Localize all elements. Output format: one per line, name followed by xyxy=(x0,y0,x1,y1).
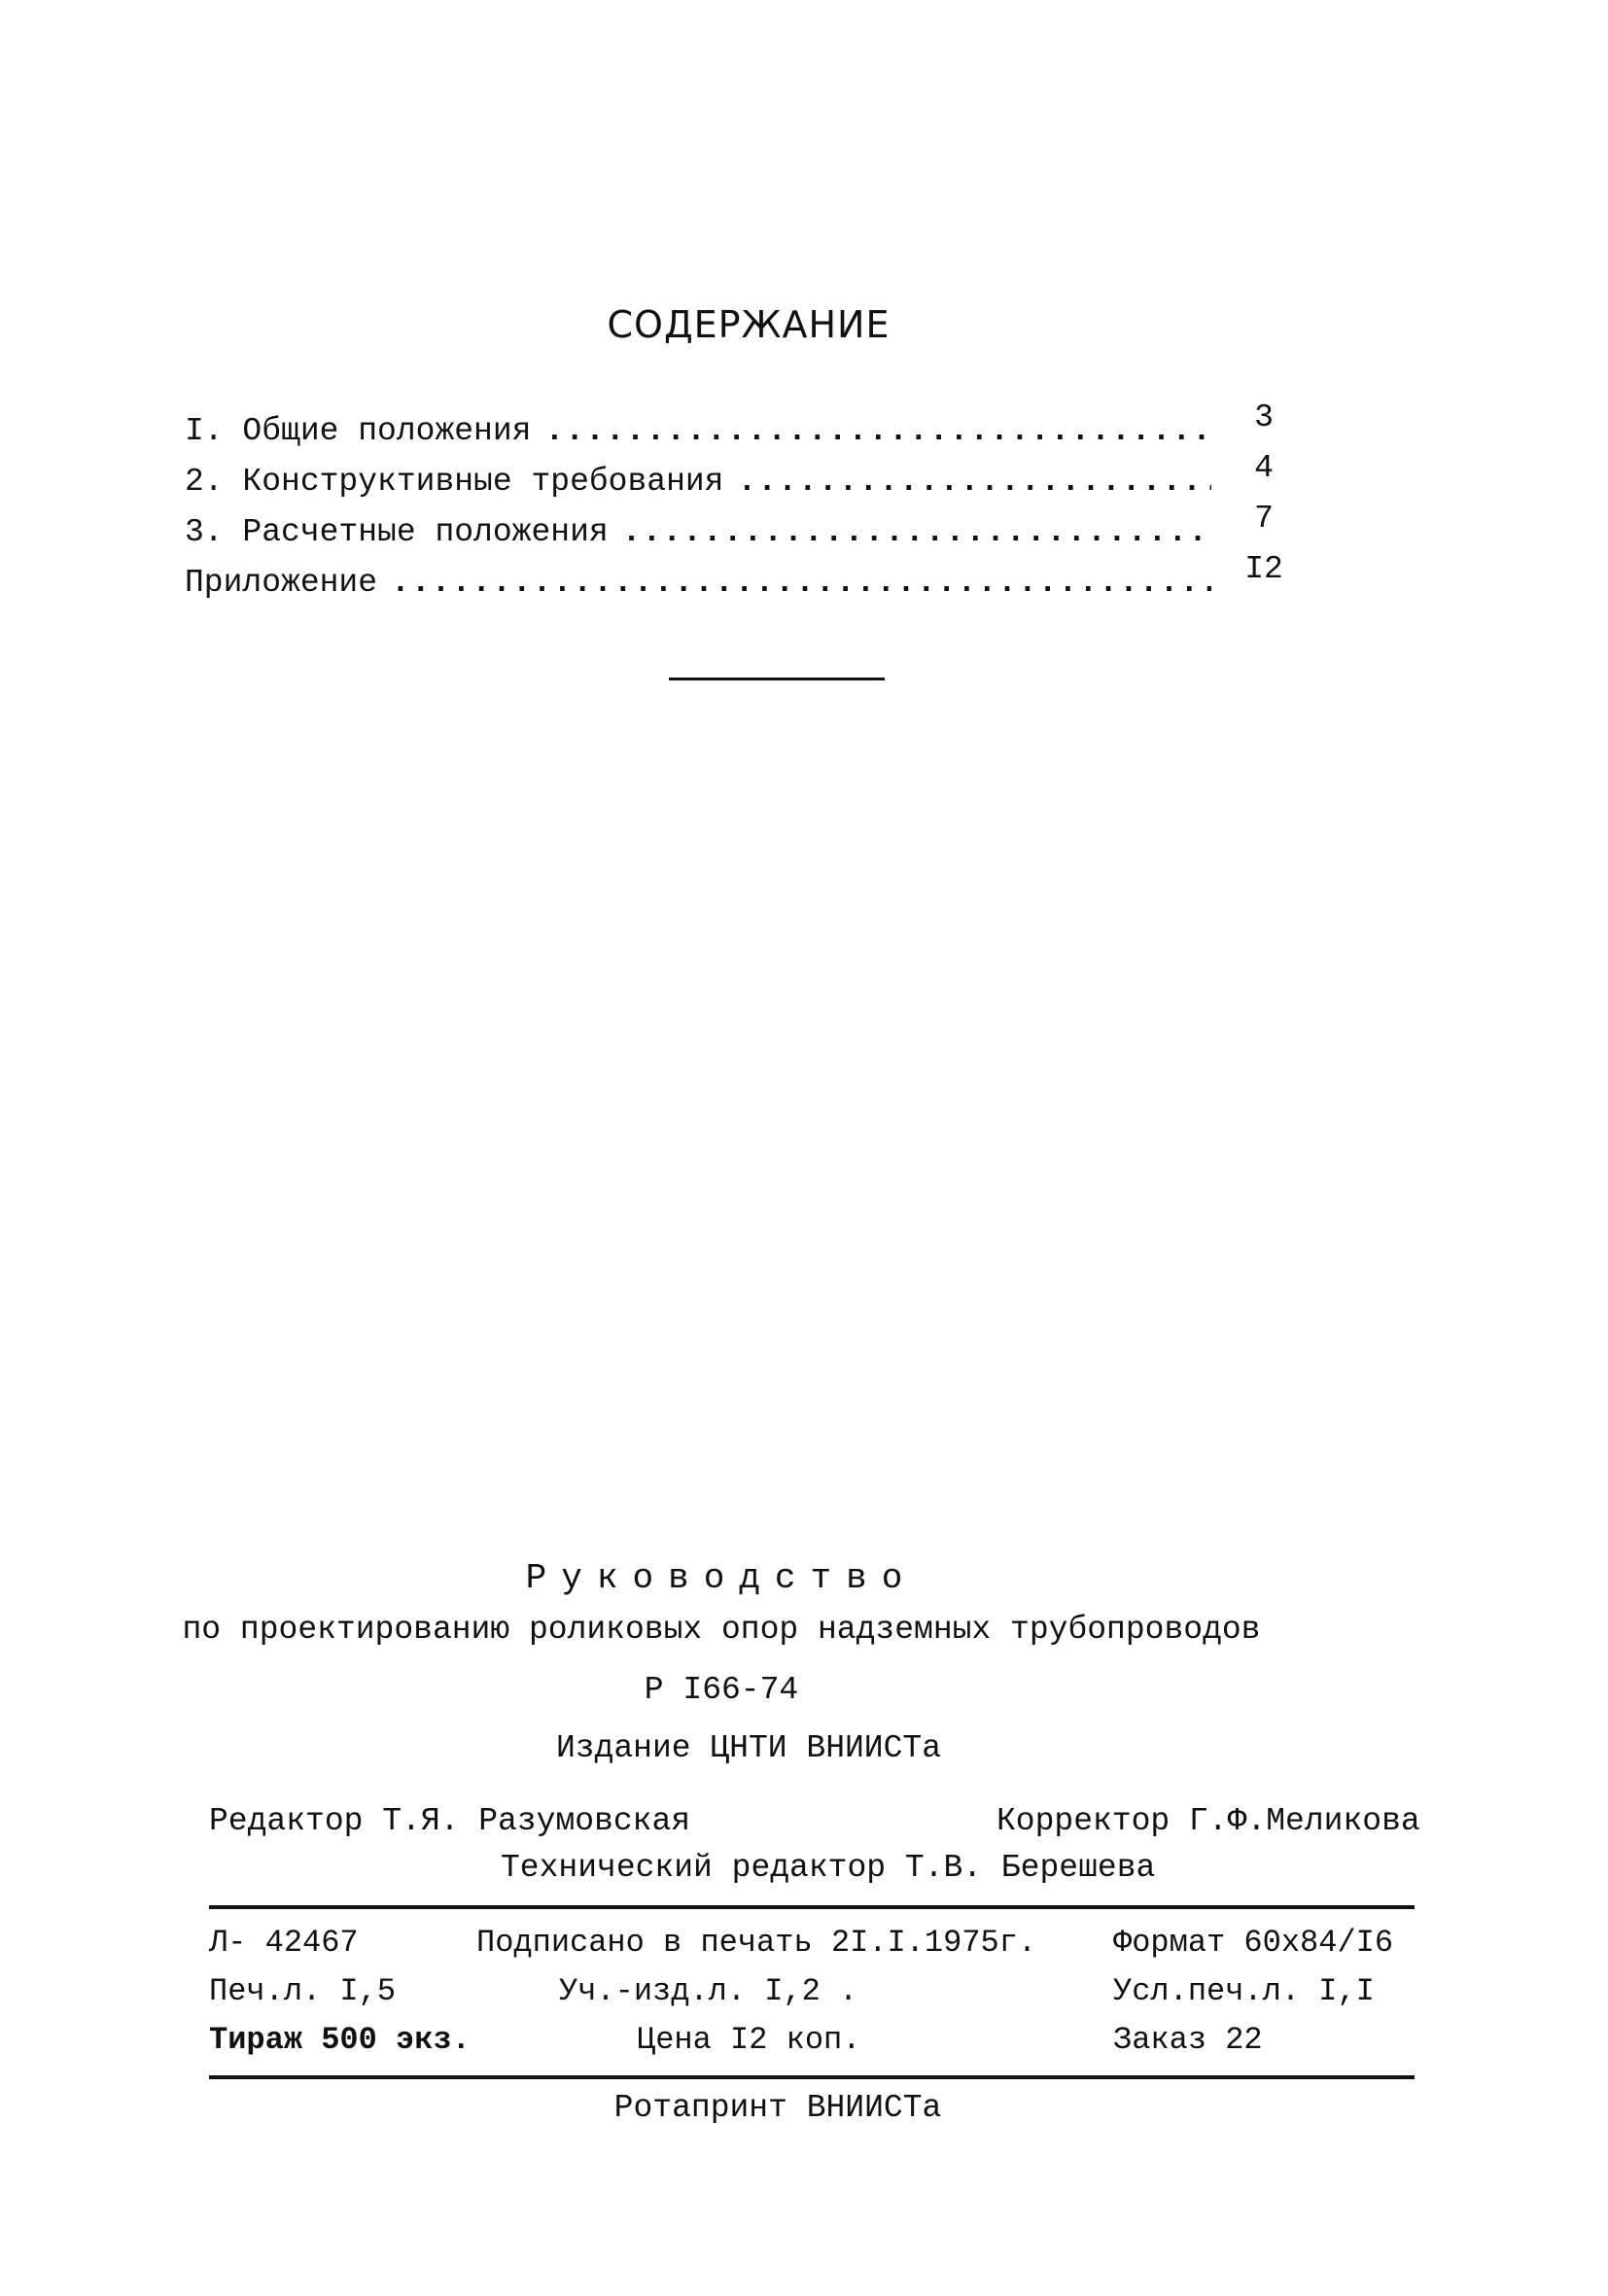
tech-editor-credit: Технический редактор Т.В. Берешева xyxy=(501,1850,1156,1886)
imprint-row xyxy=(209,1973,1434,2022)
imprint-block xyxy=(209,1925,1434,2070)
toc-leader-dots xyxy=(544,413,1211,449)
toc-item-label: Приложение xyxy=(185,565,378,601)
toc-item xyxy=(185,450,1293,514)
toc-item xyxy=(185,400,1293,464)
toc-leader-dots xyxy=(391,565,1211,601)
toc-item-label: 3. Расчетные положения xyxy=(185,514,609,550)
circulation: Тираж 500 экз. xyxy=(209,2022,471,2058)
colophon-title: Руководство xyxy=(525,1558,918,1598)
corrector-credit: Корректор Г.Ф.Меликова xyxy=(996,1803,1420,1839)
toc-item xyxy=(185,501,1293,565)
price: Цена I2 коп. xyxy=(637,2022,861,2058)
imprint-row xyxy=(209,1925,1434,1973)
colophon-subtitle: по проектированию роликовых опор надземных трубопроводов xyxy=(182,1612,1261,1648)
toc-leader-dots xyxy=(622,514,1211,550)
conventional-sheets: Усл.печ.л. I,I xyxy=(1113,1973,1375,2009)
toc-leader-dots xyxy=(738,464,1212,500)
section-divider xyxy=(669,678,885,680)
publisher-line: Издание ЦНТИ ВНИИСТа xyxy=(555,1730,942,1766)
toc-item-page: 7 xyxy=(1254,501,1274,537)
order-number: Л- 42467 xyxy=(209,1925,359,1961)
toc-item xyxy=(185,551,1293,615)
toc-item-page: 4 xyxy=(1254,450,1274,486)
toc-item-page: I2 xyxy=(1244,551,1283,587)
document-code: Р I66-74 xyxy=(644,1672,799,1708)
table-of-contents xyxy=(185,400,1293,615)
publishing-sheets: Уч.-изд.л. I,2 . xyxy=(559,1973,858,2009)
order-code: Заказ 22 xyxy=(1113,2022,1263,2058)
editor-credit: Редактор Т.Я. Разумовская xyxy=(209,1803,691,1839)
toc-title: СОДЕРЖАНИЕ xyxy=(607,303,891,346)
toc-item-label: 2. Конструктивные требования xyxy=(185,464,724,500)
printer-line: Ротапринт ВНИИСТа xyxy=(613,2090,942,2126)
signed-to-print: Подписано в печать 2I.I.1975г. xyxy=(476,1925,1037,1961)
print-sheets: Печ.л. I,5 xyxy=(209,1973,397,2009)
paper-format: Формат 60х84/I6 xyxy=(1113,1925,1394,1961)
toc-item-page: 3 xyxy=(1254,400,1274,435)
imprint-bottom-rule xyxy=(209,2075,1415,2079)
imprint-row xyxy=(209,2022,1434,2070)
toc-item-label: I. Общие положения xyxy=(185,413,532,449)
imprint-top-rule xyxy=(209,1905,1415,1909)
